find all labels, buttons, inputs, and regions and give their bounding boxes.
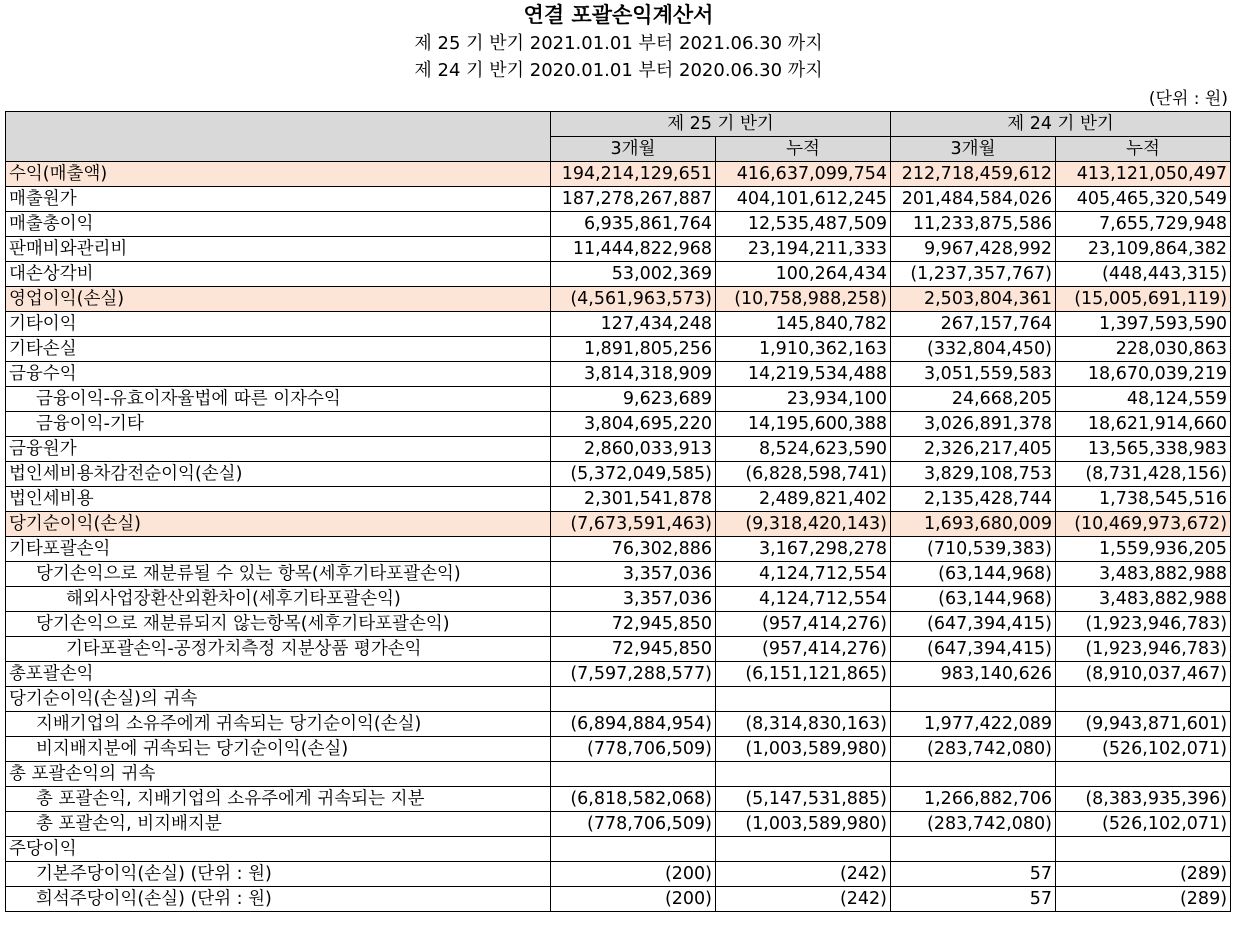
value-cell: 18,621,914,660: [1056, 412, 1231, 437]
value-cell: 1,977,422,089: [891, 712, 1056, 737]
value-cell: 12,535,487,509: [716, 212, 891, 237]
value-cell: (778,706,509): [551, 812, 716, 837]
value-cell: (778,706,509): [551, 737, 716, 762]
value-cell: (63,144,968): [891, 562, 1056, 587]
table-row: [6, 762, 1231, 787]
value-cell: 405,465,320,549: [1056, 187, 1231, 212]
value-cell: 4,124,712,554: [716, 562, 891, 587]
value-cell: [551, 762, 716, 787]
table-row: [6, 287, 1231, 312]
value-cell: 2,860,033,913: [551, 437, 716, 462]
row-label: 판매비와관리비: [6, 237, 551, 262]
table-row: [6, 887, 1231, 912]
value-cell: 13,565,338,983: [1056, 437, 1231, 462]
value-cell: 11,233,875,586: [891, 212, 1056, 237]
value-cell: (6,894,884,954): [551, 712, 716, 737]
value-cell: (6,818,582,068): [551, 787, 716, 812]
value-cell: (957,414,276): [716, 637, 891, 662]
row-label: 비지배지분에 귀속되는 당기순이익(손실): [6, 737, 551, 762]
value-cell: (6,151,121,865): [716, 662, 891, 687]
row-label: 매출원가: [6, 187, 551, 212]
row-label: 총 포괄손익, 비지배지분: [6, 812, 551, 837]
row-label: 해외사업장환산외환차이(세후기타포괄손익): [6, 587, 551, 612]
value-cell: 1,266,882,706: [891, 787, 1056, 812]
value-cell: (6,828,598,741): [716, 462, 891, 487]
value-cell: 404,101,612,245: [716, 187, 891, 212]
value-cell: 6,935,861,764: [551, 212, 716, 237]
value-cell: 3,026,891,378: [891, 412, 1056, 437]
table-row: [6, 387, 1231, 412]
value-cell: 1,397,593,590: [1056, 312, 1231, 337]
row-label: 금융이익-기타: [6, 412, 551, 437]
table-row: [6, 712, 1231, 737]
value-cell: [891, 837, 1056, 862]
value-cell: (1,923,946,783): [1056, 612, 1231, 637]
statement-title: 연결 포괄손익계산서: [523, 3, 714, 27]
value-cell: [716, 762, 891, 787]
value-cell: (1,003,589,980): [716, 737, 891, 762]
table-row: [6, 612, 1231, 637]
value-cell: 18,670,039,219: [1056, 362, 1231, 387]
value-cell: (710,539,383): [891, 537, 1056, 562]
value-cell: (647,394,415): [891, 637, 1056, 662]
table-row: [6, 362, 1231, 387]
value-cell: 3,814,318,909: [551, 362, 716, 387]
value-cell: (200): [551, 862, 716, 887]
table-row: [6, 212, 1231, 237]
value-cell: 9,623,689: [551, 387, 716, 412]
value-cell: (1,923,946,783): [1056, 637, 1231, 662]
row-label: 기타이익: [6, 312, 551, 337]
value-cell: (7,673,591,463): [551, 512, 716, 537]
value-cell: (332,804,450): [891, 337, 1056, 362]
value-cell: 9,967,428,992: [891, 237, 1056, 262]
row-label: 총 포괄손익, 지배기업의 소유주에게 귀속되는 지분: [6, 787, 551, 812]
row-label: 지배기업의 소유주에게 귀속되는 당기순이익(손실): [6, 712, 551, 737]
table-row: [6, 837, 1231, 862]
row-label: 매출총이익: [6, 212, 551, 237]
value-cell: 14,219,534,488: [716, 362, 891, 387]
value-cell: 194,214,129,651: [551, 162, 716, 187]
row-label: 법인세비용: [6, 487, 551, 512]
value-cell: [716, 687, 891, 712]
row-label: 기타포괄손익: [6, 537, 551, 562]
row-label: 총포괄손익: [6, 662, 551, 687]
table-row: [6, 862, 1231, 887]
value-cell: (5,147,531,885): [716, 787, 891, 812]
value-cell: 416,637,099,754: [716, 162, 891, 187]
value-cell: (283,742,080): [891, 812, 1056, 837]
table-row: [6, 787, 1231, 812]
table-row: [6, 337, 1231, 362]
header-prior-period: 제 24 기 반기: [891, 112, 1231, 137]
value-cell: 127,434,248: [551, 312, 716, 337]
table-row: [6, 812, 1231, 837]
value-cell: 2,503,804,361: [891, 287, 1056, 312]
table-row: [6, 187, 1231, 212]
value-cell: [551, 837, 716, 862]
value-cell: (242): [716, 887, 891, 912]
value-cell: 8,524,623,590: [716, 437, 891, 462]
value-cell: 145,840,782: [716, 312, 891, 337]
table-body: [6, 162, 1231, 912]
value-cell: 3,167,298,278: [716, 537, 891, 562]
value-cell: (10,469,973,672): [1056, 512, 1231, 537]
value-cell: (9,318,420,143): [716, 512, 891, 537]
value-cell: 228,030,863: [1056, 337, 1231, 362]
value-cell: 72,945,850: [551, 637, 716, 662]
value-cell: (15,005,691,119): [1056, 287, 1231, 312]
table-row: [6, 312, 1231, 337]
value-cell: (63,144,968): [891, 587, 1056, 612]
header-prior-cumulative: 누적: [1056, 137, 1231, 162]
value-cell: 57: [891, 887, 1056, 912]
value-cell: (10,758,988,258): [716, 287, 891, 312]
value-cell: 7,655,729,948: [1056, 212, 1231, 237]
value-cell: 2,301,541,878: [551, 487, 716, 512]
table-row: [6, 562, 1231, 587]
table-row: [6, 437, 1231, 462]
value-cell: 1,738,545,516: [1056, 487, 1231, 512]
row-label: 당기순이익(손실): [6, 512, 551, 537]
table-row: [6, 512, 1231, 537]
value-cell: (242): [716, 862, 891, 887]
table-row: [6, 487, 1231, 512]
value-cell: 3,051,559,583: [891, 362, 1056, 387]
value-cell: 2,489,821,402: [716, 487, 891, 512]
value-cell: 413,121,050,497: [1056, 162, 1231, 187]
value-cell: [551, 687, 716, 712]
row-label: 법인세비용차감전순이익(손실): [6, 462, 551, 487]
value-cell: [1056, 837, 1231, 862]
table-row: [6, 162, 1231, 187]
value-cell: 187,278,267,887: [551, 187, 716, 212]
value-cell: (289): [1056, 887, 1231, 912]
row-label: 수익(매출액): [6, 162, 551, 187]
value-cell: 3,357,036: [551, 562, 716, 587]
table-row: [6, 737, 1231, 762]
row-label: 희석주당이익(손실) (단위 : 원): [6, 887, 551, 912]
value-cell: 48,124,559: [1056, 387, 1231, 412]
value-cell: (8,910,037,467): [1056, 662, 1231, 687]
row-label: 기본주당이익(손실) (단위 : 원): [6, 862, 551, 887]
value-cell: 267,157,764: [891, 312, 1056, 337]
value-cell: 100,264,434: [716, 262, 891, 287]
row-label: 금융이익-유효이자율법에 따른 이자수익: [6, 387, 551, 412]
table-row: [6, 237, 1231, 262]
table-row: [6, 262, 1231, 287]
row-label: 총 포괄손익의 귀속: [6, 762, 551, 787]
income-statement-table: [5, 111, 1231, 912]
value-cell: (7,597,288,577): [551, 662, 716, 687]
value-cell: 76,302,886: [551, 537, 716, 562]
value-cell: 23,194,211,333: [716, 237, 891, 262]
value-cell: 3,483,882,988: [1056, 587, 1231, 612]
value-cell: (526,102,071): [1056, 812, 1231, 837]
value-cell: [891, 687, 1056, 712]
value-cell: (200): [551, 887, 716, 912]
row-label: 주당이익: [6, 837, 551, 862]
value-cell: 1,559,936,205: [1056, 537, 1231, 562]
value-cell: (4,561,963,573): [551, 287, 716, 312]
value-cell: (8,383,935,396): [1056, 787, 1231, 812]
row-label: 기타손실: [6, 337, 551, 362]
value-cell: 1,693,680,009: [891, 512, 1056, 537]
value-cell: 14,195,600,388: [716, 412, 891, 437]
row-label: 당기손익으로 재분류될 수 있는 항목(세후기타포괄손익): [6, 562, 551, 587]
value-cell: 1,891,805,256: [551, 337, 716, 362]
value-cell: (647,394,415): [891, 612, 1056, 637]
value-cell: 2,326,217,405: [891, 437, 1056, 462]
value-cell: 3,804,695,220: [551, 412, 716, 437]
header-account: [6, 112, 551, 162]
value-cell: 23,109,864,382: [1056, 237, 1231, 262]
value-cell: (526,102,071): [1056, 737, 1231, 762]
row-label: 기타포괄손익-공정가치측정 지분상품 평가손익: [6, 637, 551, 662]
table-row: [6, 687, 1231, 712]
header-prior-3month: 3개월: [891, 137, 1056, 162]
value-cell: (5,372,049,585): [551, 462, 716, 487]
value-cell: [1056, 762, 1231, 787]
table-row: [6, 462, 1231, 487]
row-label: 당기손익으로 재분류되지 않는항목(세후기타포괄손익): [6, 612, 551, 637]
table-row: [6, 587, 1231, 612]
value-cell: (8,314,830,163): [716, 712, 891, 737]
value-cell: 57: [891, 862, 1056, 887]
unit-label: (단위 : 원): [1148, 89, 1228, 109]
value-cell: 3,483,882,988: [1056, 562, 1231, 587]
header-current-period: 제 25 기 반기: [551, 112, 891, 137]
period-prior: 제 24 기 반기 2020.01.01 부터 2020.06.30 까지: [414, 60, 823, 81]
value-cell: 983,140,626: [891, 662, 1056, 687]
value-cell: (283,742,080): [891, 737, 1056, 762]
row-label: 금융원가: [6, 437, 551, 462]
value-cell: (1,237,357,767): [891, 262, 1056, 287]
value-cell: (9,943,871,601): [1056, 712, 1231, 737]
value-cell: 4,124,712,554: [716, 587, 891, 612]
value-cell: 3,357,036: [551, 587, 716, 612]
value-cell: (1,003,589,980): [716, 812, 891, 837]
table-row: [6, 637, 1231, 662]
header-current-3month: 3개월: [551, 137, 716, 162]
value-cell: 201,484,584,026: [891, 187, 1056, 212]
value-cell: 24,668,205: [891, 387, 1056, 412]
row-label: 금융수익: [6, 362, 551, 387]
row-label: 대손상각비: [6, 262, 551, 287]
table-row: [6, 412, 1231, 437]
table-row: [6, 662, 1231, 687]
period-current: 제 25 기 반기 2021.01.01 부터 2021.06.30 까지: [414, 33, 823, 54]
value-cell: 72,945,850: [551, 612, 716, 637]
value-cell: 53,002,369: [551, 262, 716, 287]
row-label: 당기순이익(손실)의 귀속: [6, 687, 551, 712]
table-row: [6, 537, 1231, 562]
value-cell: (448,443,315): [1056, 262, 1231, 287]
header-current-cumulative: 누적: [716, 137, 891, 162]
value-cell: 212,718,459,612: [891, 162, 1056, 187]
value-cell: (289): [1056, 862, 1231, 887]
value-cell: (957,414,276): [716, 612, 891, 637]
value-cell: 1,910,362,163: [716, 337, 891, 362]
value-cell: 2,135,428,744: [891, 487, 1056, 512]
value-cell: [1056, 687, 1231, 712]
value-cell: (8,731,428,156): [1056, 462, 1231, 487]
value-cell: 3,829,108,753: [891, 462, 1056, 487]
row-label: 영업이익(손실): [6, 287, 551, 312]
value-cell: [891, 762, 1056, 787]
value-cell: 23,934,100: [716, 387, 891, 412]
value-cell: [716, 837, 891, 862]
value-cell: 11,444,822,968: [551, 237, 716, 262]
